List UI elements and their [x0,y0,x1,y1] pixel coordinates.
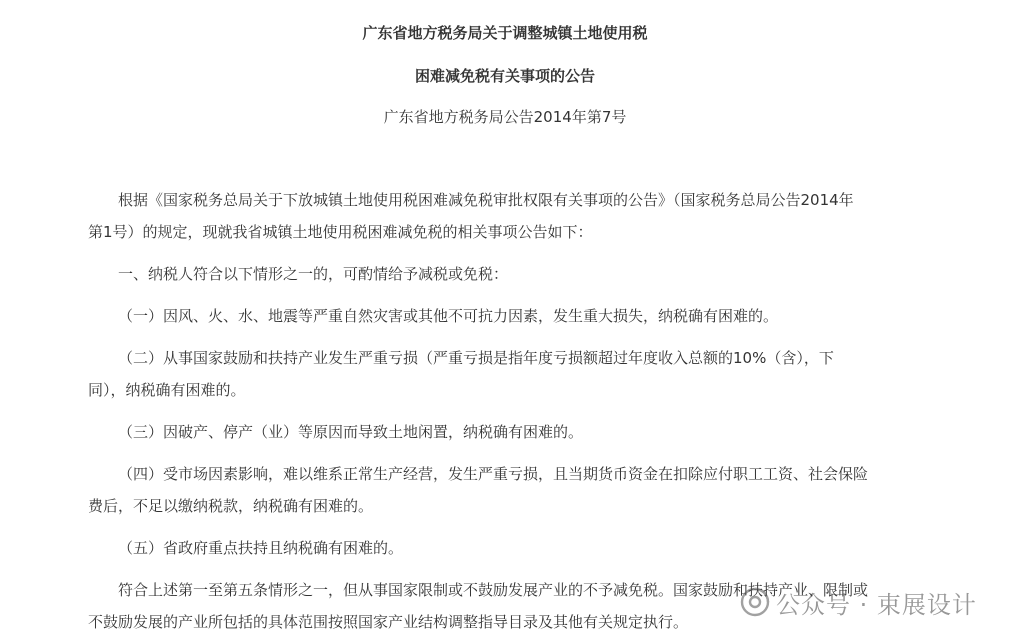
item-3: （三）因破产、停产（业）等原因而导致土地闲置，纳税确有困难的。 [118,423,584,441]
intro-paragraph-line-1: 根据《国家税务总局关于下放城镇土地使用税困难减免税审批权限有关事项的公告》（国家税务总局公告2014年 [118,191,854,209]
closing-paragraph-line-1: 符合上述第一至第五条情形之一，但从事国家限制或不鼓励发展产业的不予减免税。国家鼓励和扶持产业、限制或 [118,581,869,599]
item-2-line-2: 同），纳税确有困难的。 [88,381,246,399]
closing-paragraph-line-2: 不鼓励发展的产业所包括的具体范围按照国家产业结构调整指导目录及其他有关规定执行。 [88,613,689,631]
wechat-official-account-icon [740,587,770,617]
item-4-line-2: 费后，不足以缴纳税款，纳税确有困难的。 [88,497,374,515]
notice-number: 广东省地方税务局公告2014年第7号 [383,108,627,126]
item-2-line-1: （二）从事国家鼓励和扶持产业发生严重亏损（严重亏损是指年度亏损额超过年度收入总额的10%（含），下 [118,349,834,367]
intro-paragraph-line-2: 第1号）的规定，现就我省城镇土地使用税困难减免税的相关事项公告如下： [88,223,593,241]
item-1: （一）因风、火、水、地震等严重自然灾害或其他不可抗力因素，发生重大损失，纳税确有困难的。 [118,307,779,325]
watermark-text: 公众号 · 束展设计 [776,590,977,619]
document-title-line-2: 困难减免税有关事项的公告 [414,67,595,85]
section-1-heading: 一、纳税人符合以下情形之一的，可酌情给予减税或免税： [118,265,509,283]
document-title-line-1: 广东省地方税务局关于调整城镇土地使用税 [362,24,648,42]
item-5: （五）省政府重点扶持且纳税确有困难的。 [118,539,404,557]
watermark [740,585,977,619]
item-4-line-1: （四）受市场因素影响，难以维系正常生产经营，发生严重亏损，且当期货币资金在扣除应付职工工资、社会保险 [118,465,869,483]
